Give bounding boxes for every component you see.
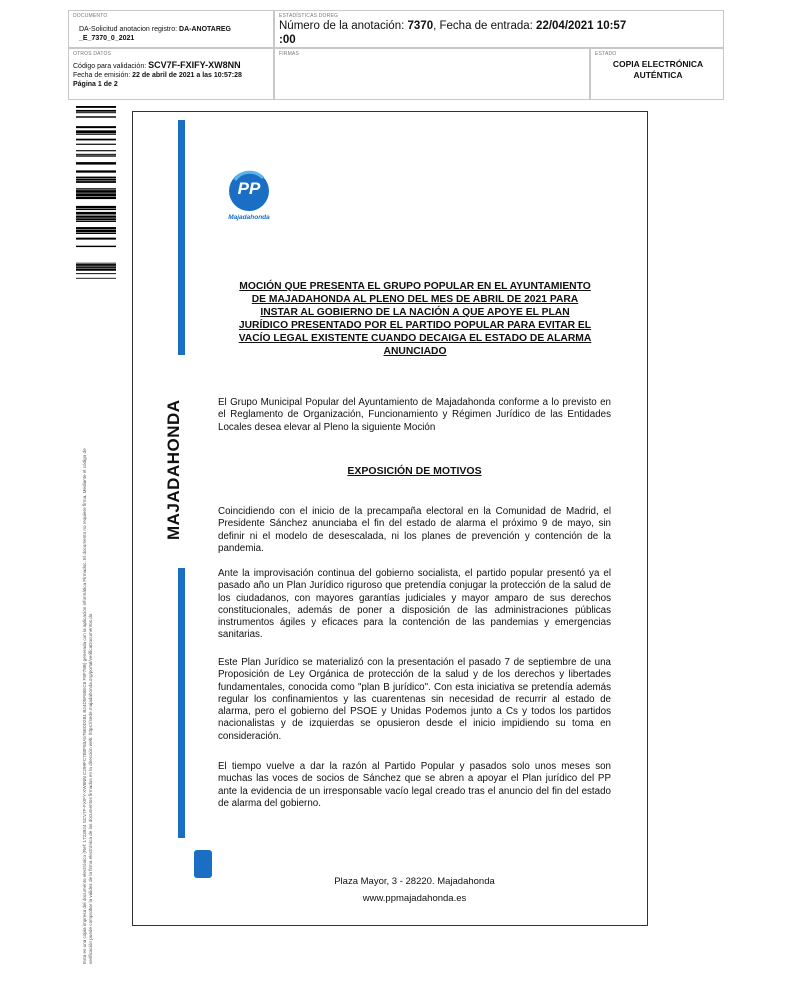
anotacion-numero: 7370 (407, 20, 434, 32)
side-text-line1: Esta es una copia impresa del documento electrónico (Ref: 1723924 SCV7F-FXIFY-XW8NN C299FC7B0F83A578E0D2B1 B24D5F65EC8 F8F78B) generada con la aplicación informática Firmadoc. El documento no requiere firma. Mediante el código de (82, 448, 87, 964)
barcode-image (76, 106, 116, 280)
side-verification-text (82, 284, 93, 964)
fecha-prefix: , Fecha de entrada: (433, 20, 533, 32)
pp-logo-initials: PP (237, 179, 261, 198)
side-text-line2: verificación puede comprobar la validez de la firma electrónica de los documentos firmados en la dirección web: https://sede.majadahonda.org/portal/verificaDocumentos.do (87, 613, 93, 964)
pp-logo-caption: Majadahonda (228, 214, 270, 221)
header-anotacion-box (274, 10, 724, 48)
estadisticas-label: ESTADÍSTICAS DOREG (279, 13, 339, 19)
header-otros-box (68, 48, 274, 100)
title-line-1: MOCIÓN QUE PRESENTA EL GRUPO POPULAR EN EL AYUNTAMIENTO (239, 281, 591, 292)
header-estado-box (590, 48, 724, 100)
emision-prefix: Fecha de emisión: (73, 72, 131, 79)
title-line-4: JURÍDICO PRESENTADO POR EL PARTIDO POPULAR PARA EVITAR EL (238, 320, 592, 331)
vertical-title: MAJADAHONDA (164, 399, 183, 540)
documento-label: DOCUMENTO (73, 13, 108, 19)
anotacion-prefix: Número de la anotación: (279, 20, 405, 32)
emision-valor: 22 de abril de 2021 a las 10:57:28 (132, 72, 242, 79)
motion-title (210, 280, 620, 358)
header-firmas-box (274, 48, 590, 100)
otros-label: OTROS DATOS (73, 51, 112, 57)
title-line-6: ANUNCIADO (383, 346, 447, 357)
pp-logo (226, 168, 272, 224)
estado-label: ESTADO (595, 51, 617, 57)
section-heading: EXPOSICIÓN DE MOTIVOS (347, 465, 482, 477)
blue-bar-bottom (178, 568, 185, 838)
blue-bar-top (178, 120, 185, 355)
footer-address: Plaza Mayor, 3 - 28220. Majadahonda (334, 876, 495, 887)
title-line-3: INSTAR AL GOBIERNO DE LA NACIÓN A QUE APOYE EL PLAN (260, 307, 570, 318)
paragraph-4: El tiempo vuelve a dar la razón al Partido Popular y pasados solo unos meses son muchas las voces de socios de Sánchez que se abren a apoyar el Plan jurídico del PP ante la evidencia de un irresponsable vacío legal creado tras el anuncio del fin del estado de alarma del gobierno. (218, 761, 611, 809)
codigo-prefix: Código para validación: (73, 63, 147, 70)
header-documento-box (68, 10, 274, 48)
fecha-valor: 22/04/2021 10:57 (536, 20, 627, 32)
documento-code: DA-ANOTAREG (179, 26, 231, 33)
paragraph-2: Ante la improvisación continua del gobierno socialista, el partido popular presentó ya el pasado año un Plan Jurídico riguroso que pretendía conjugar la protección de la salud de los ciudadanos, con mayores garantías judiciales y mayor amparo de sus derechos constitucionales, además de poner a disposición de las administraciones públicas instrumentos ágiles y eficaces para la contención de las pandemias y emergencias sanitarias. (218, 568, 611, 641)
documento-code-line2: _E_7370_0_2021 (79, 35, 135, 42)
footer-web: www.ppmajadahonda.es (362, 893, 467, 904)
otros-text (73, 61, 242, 89)
fecha-valor-line2: :00 (279, 34, 296, 46)
anotacion-text (279, 19, 626, 47)
codigo-valor: SCV7F-FXIFY-XW8NN (148, 60, 241, 70)
paragraph-1: Coincidiendo con el inicio de la precampaña electoral en la Comunidad de Madrid, el Presidente Sánchez anunciaba el fin del estado de alarma el próximo 9 de mayo, sin definir ni el modelo de desescalada, ni los planes de prevención y contención de la pandemia. (218, 506, 611, 554)
pagina: Página 1 de 2 (73, 81, 118, 88)
estado-valor: COPIA ELECTRÓNICA AUTÉNTICA (612, 59, 704, 80)
paragraph-3: Este Plan Jurídico se materializó con la presentación el pasado 7 de septiembre de una Proposición de Ley Orgánica de protección de la salud y de los derechos y libertades fundamentales, conocida como "plan B jurídico". Con esta iniciativa se pretendía además regular los confinamientos y las cuarentenas sin necesidad de recurrir al estado de alarma, pero el gobierno del PSOE y Unidas Podemos junto a Cs y todos los partidos nacionalistas y de izquierdas se opusieron desde el inicio impidiendo su toma en consideración. (218, 657, 611, 742)
title-line-2: DE MAJADAHONDA AL PLENO DEL MES DE ABRIL DE 2021 PARA (251, 294, 579, 305)
intro-paragraph: El Grupo Municipal Popular del Ayuntamiento de Majadahonda conforme a lo previsto en el Reglamento de Organización, Funcionamiento y Régimen Jurídico de las Entidades Locales desea elevar al Pleno la siguiente Moción (218, 397, 611, 433)
firmas-label: FIRMAS (279, 51, 300, 57)
documento-prefix: DA-Solicitud anotacion registro: (79, 26, 178, 33)
blue-bar-footer (194, 850, 212, 878)
title-line-5: VACÍO LEGAL EXISTENTE CUANDO DECAIGA EL ESTADO DE ALARMA (238, 333, 592, 344)
documento-text (79, 25, 231, 43)
